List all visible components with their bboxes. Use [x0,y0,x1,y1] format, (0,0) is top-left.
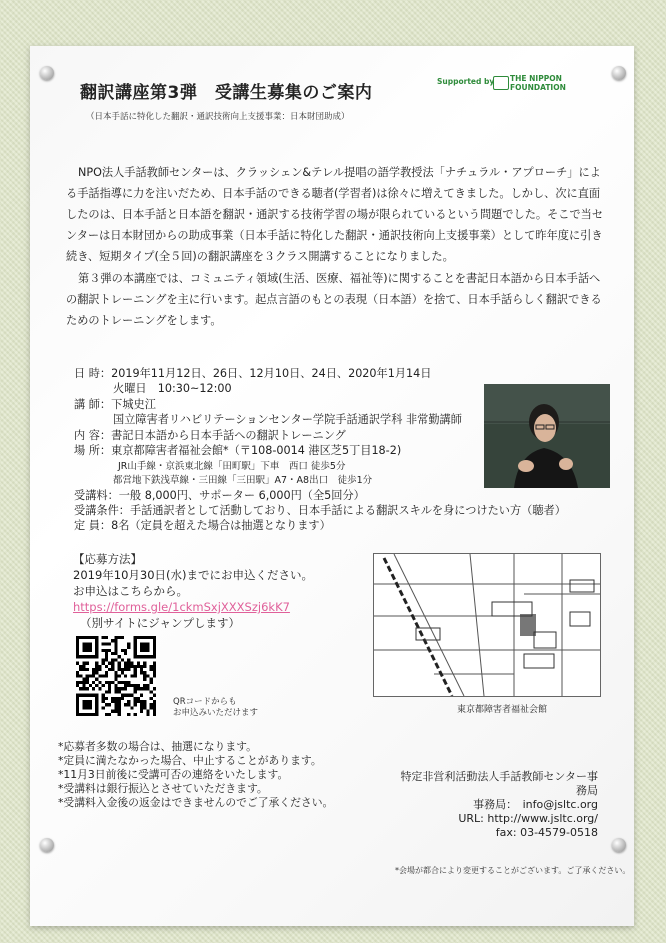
subtitle: （日本手話に特化した翻訳・通訳技術向上支援事業：日本財団助成） [86,112,350,122]
intro-paragraph-1: NPO法人手話教師センターは、クラッシェン&テレル提唱の語学教授法「ナチュラル・アプローチ」による手話指導に力を注いだため、日本手話のできる聴者(学習者)は徐々に増えてきました。しかし、次に直面したのは、日本手話と日本語を翻訳・通訳する技術学習の場が限られているという問題でした。そこで当センターは日本財団からの助成事業（日本手話に特化した翻訳・通訳技術向上支援事業）として昨年度に引き続き、短期タイプ(全５回)の翻訳講座を３クラス開講することになりました。 [66,166,604,263]
note-item: *11月3日前後に受講可否の連絡をいたします。 [58,768,289,781]
instructor-photo [484,384,610,488]
qr-code-icon [76,636,156,716]
note-item: *応募者多数の場合は、抽選になります。 [58,740,257,753]
sponsor-name [510,74,566,92]
apply-heading: 【応募方法】 [73,552,142,566]
access-jr: JR山手線・京浜東北線「田町駅」下車 西口 徒歩5分 [118,461,346,472]
fee-label: 受講料： [74,489,119,502]
venue-change-note: *会場が都合により変更することがございます。ご了承ください。 [395,866,631,875]
venue-row [74,443,401,458]
office-email[interactable]: 事務局： info@jsltc.org [473,798,598,811]
pushpin-icon [612,838,626,852]
notes-list [58,740,333,810]
instructor-title: 国立障害者リハビリテーションセンター学院手話通訳学科 非常勤講師 [113,413,462,426]
capacity-row [74,518,331,533]
apply-deadline: 2019年10月30日(水)までにお申込ください。 [73,568,314,582]
apply-prompt: お申込はこちらから。 [73,584,188,598]
page-title: 翻訳講座第3弾 受講生募集のご案内 [80,83,373,103]
qr-note-line2: お申込みいただけます [173,708,259,718]
pushpin-icon [40,66,54,80]
map-caption: 東京都障害者福祉会館 [457,705,548,715]
condition-row [74,503,566,518]
qr-note-line1: QRコードからも [173,697,237,707]
nippon-foundation-logo-icon [493,76,509,90]
date-row [74,366,431,381]
qr-note [173,697,258,719]
condition-value: 手話通訳者として活動しており、日本手話による翻訳スキルを身につけたい方（聴者） [129,504,566,517]
sponsor-name-line1: THE NIPPON [510,74,562,83]
venue-map-illustration [374,554,600,696]
content-label: 内 容： [74,429,112,442]
pushpin-icon [612,66,626,80]
pushpin-icon [40,838,54,852]
content-value: 書記日本語から日本手話への翻訳トレーニング [111,429,346,442]
instructor-row [74,397,156,412]
office-fax: fax: 03-4579-0518 [495,826,598,839]
fee-value: 一般 8,000円、サポーター 6,000円（全5回分） [118,489,365,502]
venue-map [373,553,601,697]
qr-code[interactable] [76,636,156,716]
date-time: 火曜日 10:30~12:00 [113,382,232,395]
sponsor-name-line2: FOUNDATION [510,83,566,92]
intro-paragraph-2: 第３弾の本講座では、コミュニティ領域(生活、医療、福祉等)に関することを書記日本語から日本手話への翻訳トレーニングを主に行います。起点言語のもとの表現（日本語）を捨て、日本手話らしく翻訳できるためのトレーニングをします。 [66,272,602,327]
note-item: *定員に満たなかった場合、中止することがあります。 [58,754,322,767]
capacity-label: 定 員： [74,519,112,532]
instructor-photo-illustration [484,384,610,488]
application-link[interactable]: https://forms.gle/1ckmSxjXXXSzj6kK7 [73,600,290,614]
office-name: 特定非営利活動法人手話教師センター事務局 [400,770,598,797]
venue-label: 場 所： [74,444,112,457]
note-item: *受講料は銀行振込とさせていただきます。 [58,782,268,795]
instructor-label: 講 師： [74,398,112,411]
content-row [74,428,346,443]
date-value: 2019年11月12日、26日、12月10日、24日、2020年1月14日 [111,367,432,380]
jump-note: （別サイトにジャンプします） [80,616,240,630]
access-subway: 都営地下鉄浅草線・三田線「三田駅」A7・A8出口 徒歩1分 [113,475,373,486]
sponsor-label: Supported by [437,77,495,86]
fee-row [74,488,365,503]
instructor-name: 下城史江 [111,398,156,411]
office-contact [390,770,598,840]
condition-label: 受講条件： [74,504,130,517]
capacity-value: 8名（定員を超えた場合は抽選となります） [111,519,331,532]
venue-value: 東京都障害者福祉会館*（〒108-0014 港区芝5丁目18-2) [111,444,402,457]
date-label: 日 時： [74,367,112,380]
note-item: *受講料入金後の返金はできませんのでご了承ください。 [58,796,334,809]
office-url[interactable]: URL: http://www.jsltc.org/ [458,812,598,825]
